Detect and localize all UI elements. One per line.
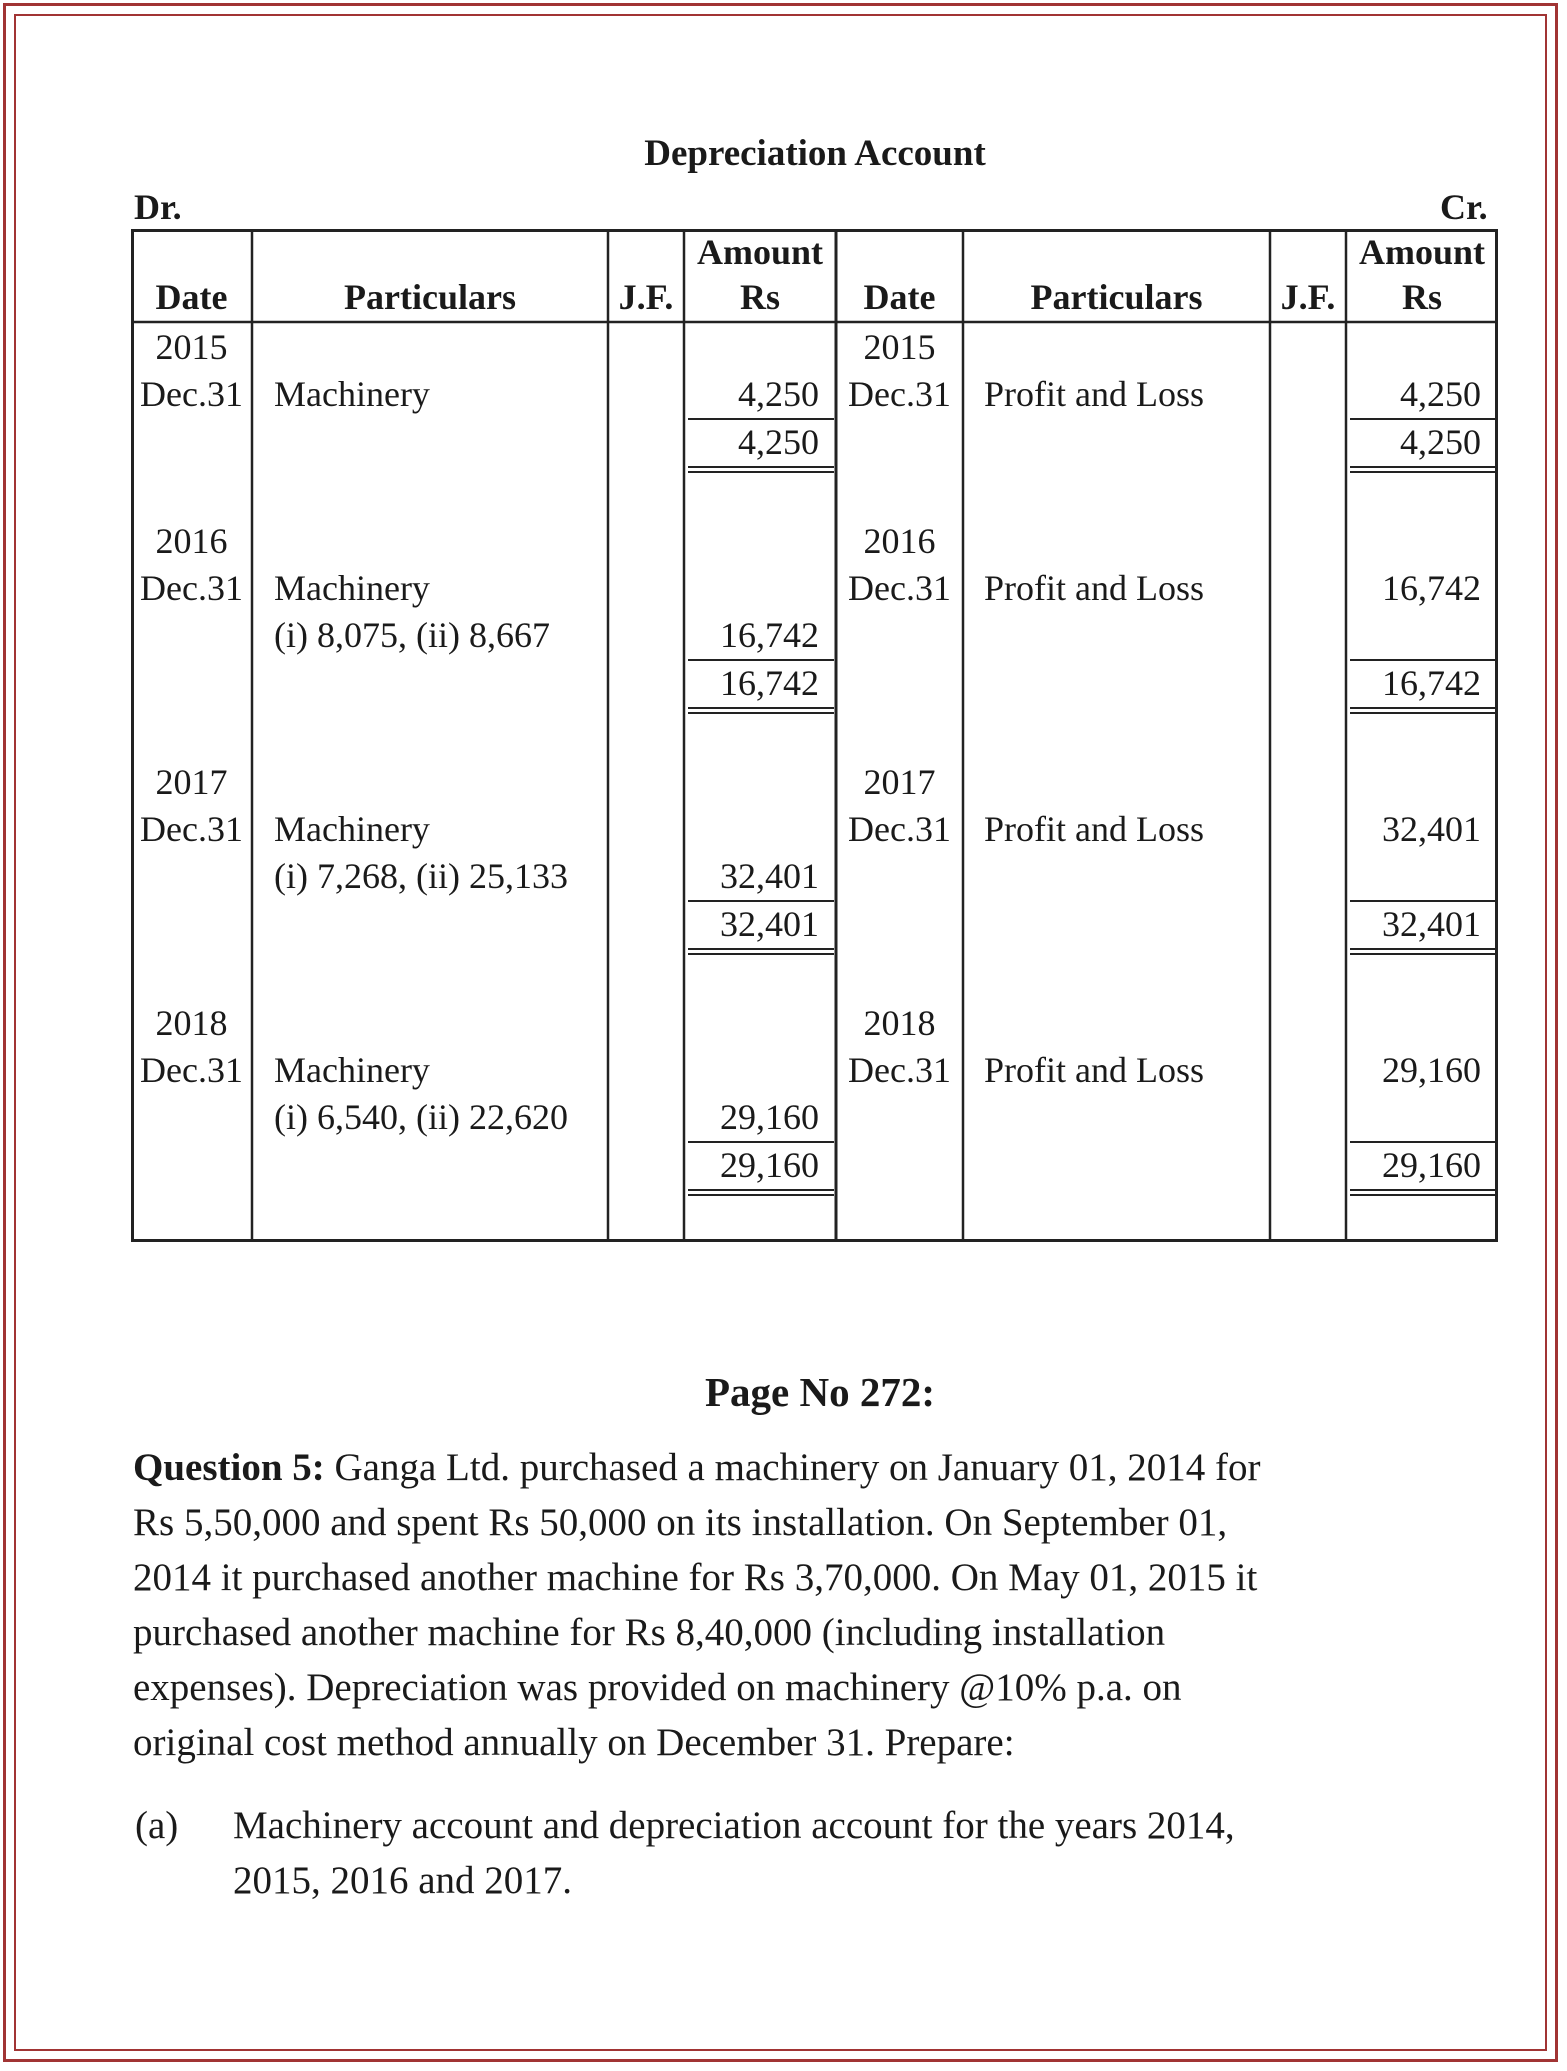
dr-particulars-detail: (i) 7,268, (ii) 25,133	[274, 856, 568, 896]
dr-year: 2018	[155, 1003, 228, 1043]
question-line-5: expenses). Depreciation was provided on machinery @10% p.a. on	[133, 1666, 1182, 1709]
dr-year: 2016	[155, 521, 228, 561]
account-title: Depreciation Account	[644, 133, 986, 174]
dr-particulars: Machinery	[274, 568, 430, 608]
dr-date: Dec.31	[140, 809, 243, 849]
question-line-1	[133, 1440, 1433, 1495]
dr-particulars-detail: (i) 6,540, (ii) 22,620	[274, 1097, 568, 1137]
credit-label: Cr.	[1440, 187, 1488, 227]
cr-particulars: Profit and Loss	[984, 374, 1204, 414]
cr-particulars: Profit and Loss	[984, 568, 1204, 608]
cr-amount: 16,742	[1382, 568, 1481, 608]
header-rs-cr: Rs	[1401, 277, 1442, 317]
dr-year: 2017	[155, 762, 228, 802]
cr-year: 2016	[863, 521, 936, 561]
header-amount-dr: Amount	[696, 232, 824, 272]
cr-year: 2017	[863, 762, 936, 802]
question-line-6: original cost method annually on December 31. Prepare:	[133, 1721, 1015, 1764]
dr-amount: 16,742	[720, 615, 819, 655]
cr-total: 16,742	[1382, 663, 1481, 703]
header-date-cr: Date	[863, 277, 936, 317]
page-number-heading: Page No 272:	[704, 1369, 935, 1415]
question-line-2: Rs 5,50,000 and spent Rs 50,000 on its installation. On September 01,	[133, 1501, 1228, 1544]
dr-total: 16,742	[720, 663, 819, 703]
part-a-marker: (a)	[135, 1804, 179, 1847]
question-line-1-text: Ganga Ltd. purchased a machinery on January 01, 2014 for	[324, 1446, 1261, 1489]
cr-total: 4,250	[1400, 422, 1481, 462]
question-line-3: 2014 it purchased another machine for Rs 3,70,000. On May 01, 2015 it	[133, 1556, 1258, 1599]
header-particulars-dr: Particulars	[344, 277, 516, 317]
dr-particulars-detail: (i) 8,075, (ii) 8,667	[274, 615, 550, 655]
cr-amount: 32,401	[1382, 809, 1481, 849]
question-text	[133, 1440, 1433, 1770]
part-a-line-2: 2015, 2016 and 2017.	[233, 1859, 573, 1902]
cr-date: Dec.31	[848, 1050, 951, 1090]
cr-date: Dec.31	[848, 568, 951, 608]
dr-total: 29,160	[720, 1145, 819, 1185]
dr-particulars: Machinery	[274, 809, 430, 849]
part-a-line-1: Machinery account and depreciation account for the years 2014,	[233, 1804, 1235, 1847]
dr-amount: 29,160	[720, 1097, 819, 1137]
question-line-4: purchased another machine for Rs 8,40,000 (including installation	[133, 1611, 1166, 1654]
dr-particulars: Machinery	[274, 374, 430, 414]
header-particulars-cr: Particulars	[1030, 277, 1203, 317]
cr-amount: 29,160	[1382, 1050, 1481, 1090]
dr-total: 32,401	[720, 904, 819, 944]
part-a-text	[233, 1798, 1483, 1908]
cr-particulars: Profit and Loss	[984, 1050, 1204, 1090]
dr-total: 4,250	[738, 422, 819, 462]
cr-year: 2015	[863, 327, 936, 367]
cr-amount: 4,250	[1400, 374, 1481, 414]
ledger-table	[131, 229, 1498, 1242]
header-jf-dr: J.F.	[618, 277, 674, 317]
dr-date: Dec.31	[140, 568, 243, 608]
dr-amount: 4,250	[738, 374, 819, 414]
cr-date: Dec.31	[848, 809, 951, 849]
cr-date: Dec.31	[848, 374, 951, 414]
dr-particulars: Machinery	[274, 1050, 430, 1090]
cr-total: 32,401	[1382, 904, 1481, 944]
cr-year: 2018	[863, 1003, 936, 1043]
dr-date: Dec.31	[140, 374, 243, 414]
debit-label: Dr.	[134, 187, 182, 227]
header-rs-dr: Rs	[739, 277, 780, 317]
dr-amount: 32,401	[720, 856, 819, 896]
header-jf-cr: J.F.	[1280, 277, 1336, 317]
cr-particulars: Profit and Loss	[984, 809, 1204, 849]
header-amount-cr: Amount	[1358, 232, 1486, 272]
dr-year: 2015	[155, 327, 228, 367]
cr-total: 29,160	[1382, 1145, 1481, 1185]
dr-date: Dec.31	[140, 1050, 243, 1090]
header-date-dr: Date	[155, 277, 228, 317]
question-label: Question 5:	[133, 1446, 325, 1489]
